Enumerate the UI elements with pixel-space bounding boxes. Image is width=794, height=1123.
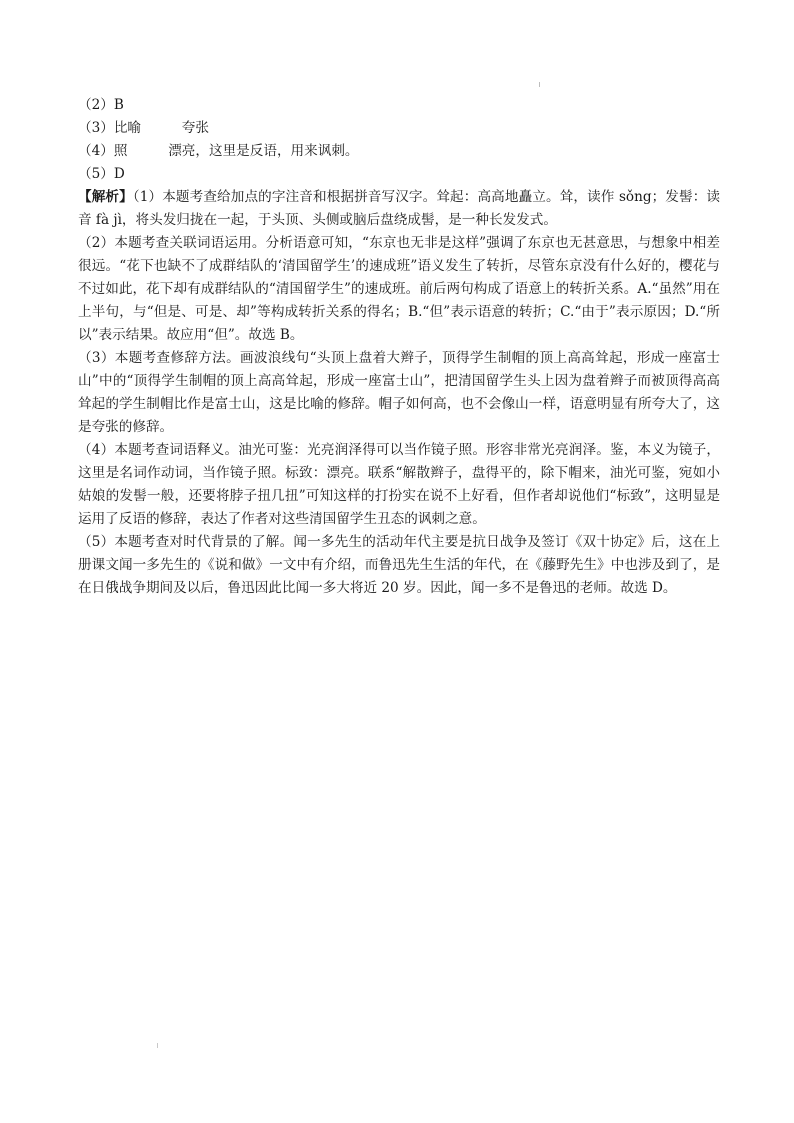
analysis-paragraph-3: （3）本题考查修辞方法。画波浪线句“头顶上盘着大辫子，顶得学生制帽的顶上高高耸起，形成一座富士山”中的“顶得学生制帽的顶上高高耸起，形成一座富士山”，把清国留学生头上因为盘着辫子而被顶得高高耸起的学生制帽比作是富士山，这是比喻的修辞。帽子如何高，也不会像山一样，语意明显有所夸大了，这是夸张的修辞。 [78,350,720,435]
analysis-tag: 【解析】 [78,189,133,205]
answer-5: （5）D [78,166,125,182]
answer-content [78,94,720,600]
answer-4: （4）照 漂亮，这里是反语，用来讽刺。 [78,143,359,159]
analysis-text-1: （1）本题考查给加点的字注音和根据拼音写汉字。耸起：高高地矗立。耸，读作 sǒng；发髻：读音 fà jì，将头发归拢在一起，于头顶、头侧或脑后盘绕成髻，是一种长发发式。 [78,189,720,228]
answer-3: （3）比喻 夸张 [78,120,209,136]
analysis-paragraph-1 [78,186,720,232]
analysis-paragraph-2: （2）本题考查关联词语运用。分析语意可知，“东京也无非是这样”强调了东京也无甚意思，与想象中相差很远。“花下也缺不了成群结队的‘清国留学生’的速成班”语义发生了转折，尽管东京没有什么好的，樱花与不过如此，花下却有成群结队的“清国留学生”的速成班。前后两句构成了语意上的转折关系。A.“虽然”用在上半句，与“但是、可是、却”等构成转折关系的得名；B.“但”表示语意的转折；C.“由于”表示原因；D.“所以”表示结果。故应用“但”。故选 B。 [78,235,720,343]
answer-2: （2）B [78,97,124,113]
page-mark-bottom [157,1043,158,1048]
analysis-paragraph-4: （4）本题考查词语释义。油光可鉴：光亮润泽得可以当作镜子照。形容非常光亮润泽。鉴，本义为镜子，这里是名词作动词，当作镜子照。标致：漂亮。联系“解散辫子，盘得平的，除下帽来，油光可鉴，宛如小姑娘的发髻一般，还要将脖子扭几扭”可知这样的打扮实在说不上好看，但作者却说他们“标致”，这明显是运用了反语的修辞，表达了作者对这些清国留学生丑态的讽刺之意。 [78,442,720,527]
analysis-paragraph-5: （5）本题考查对时代背景的了解。闻一多先生的活动年代主要是抗日战争及签订《双十协定》后，这在上册课文闻一多先生的《说和做》一文中有介绍，而鲁迅先生生活的年代，在《藤野先生》中也涉及到了，是在日俄战争期间及以后，鲁迅因此比闻一多大将近 20 岁。因此，闻一多不是鲁迅的老师。故选 D。 [78,534,720,596]
page-mark-top [539,82,540,87]
